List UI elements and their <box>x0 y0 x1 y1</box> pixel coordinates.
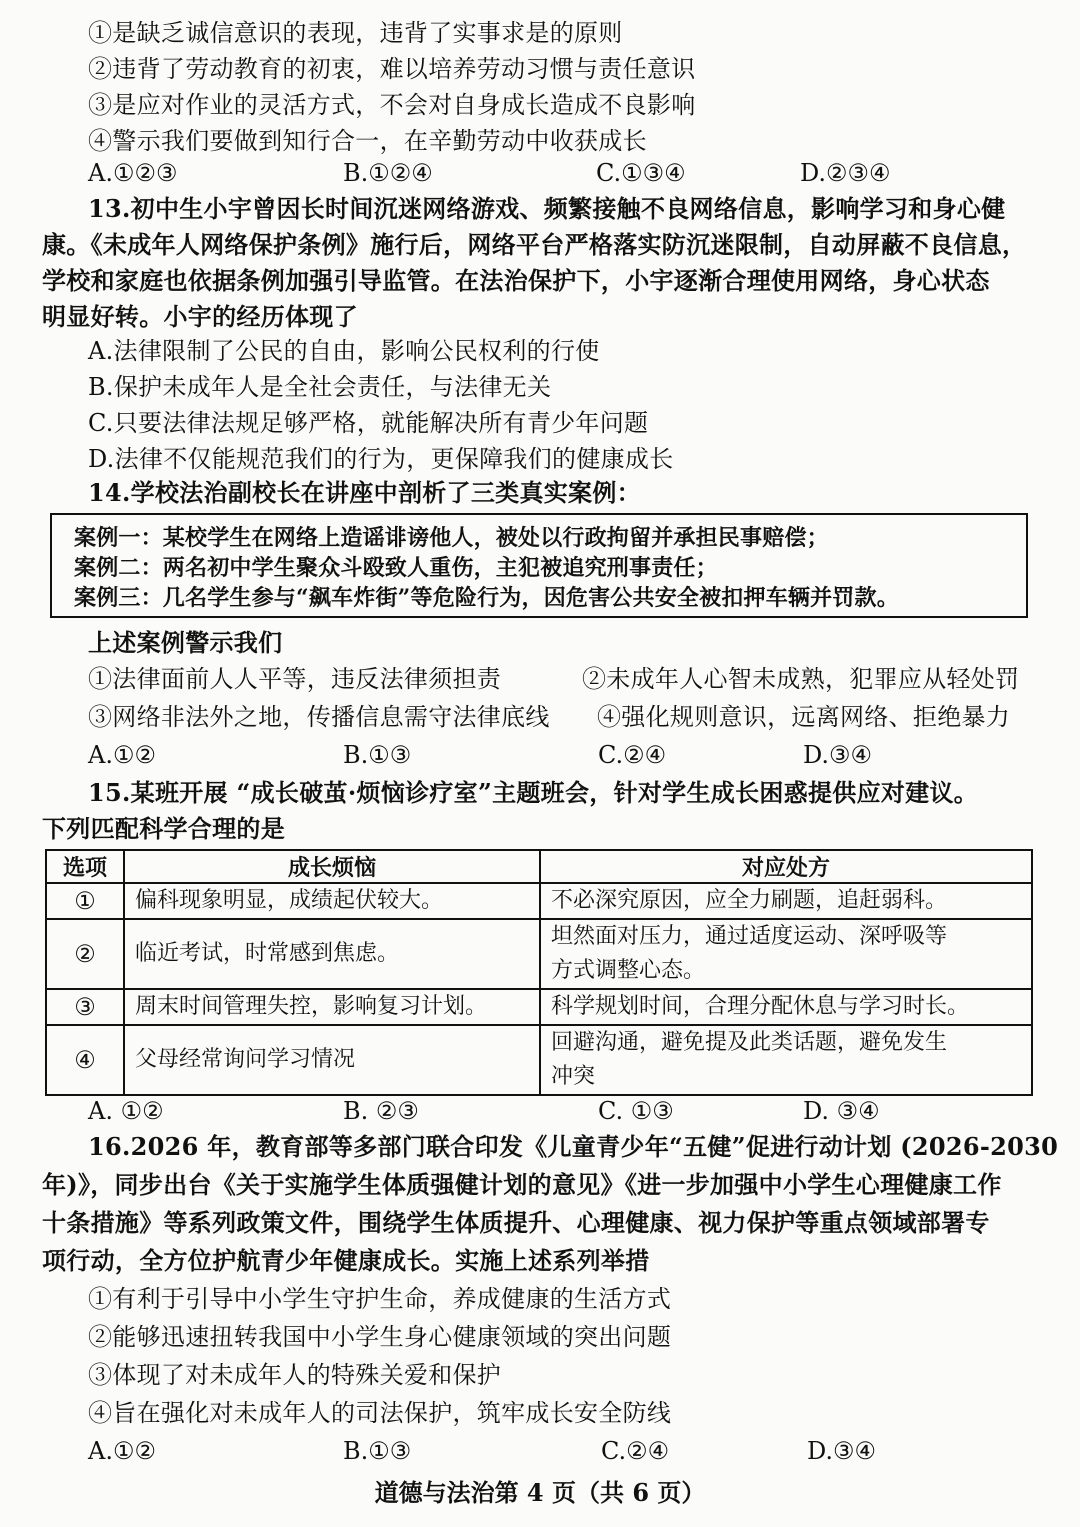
q15-remedy-line: 坦然面对压力，通过适度运动、深呼吸等 <box>551 924 948 949</box>
q15-option-d[interactable]: D. ③④ <box>803 1097 880 1125</box>
q16-stem-line-4: 项行动，全方位护航青少年健康成长。实施上述系列举措 <box>42 1246 650 1275</box>
page-footer: 道德与法治第 4 页（共 6 页） <box>374 1478 706 1507</box>
q16-option-b[interactable]: B.①③ <box>343 1437 412 1465</box>
q14-case-1: 案例一：某校学生在网络上造谣诽谤他人，被处以行政拘留并承担民事赔偿； <box>74 525 829 551</box>
q13-stem-line-1: 13.初中生小宇曾因长时间沉迷网络游戏、频繁接触不良网络信息，影响学习和身心健 <box>88 194 1006 223</box>
table-row <box>46 919 1032 989</box>
q16-item-3: ③体现了对未成年人的特殊关爱和保护 <box>88 1361 502 1389</box>
q12-item-1: ①是缺乏诚信意识的表现，违背了实事求是的原则 <box>88 19 623 47</box>
q14-option-b[interactable]: B.①③ <box>343 741 412 769</box>
q15-option-b[interactable]: B. ②③ <box>343 1097 419 1125</box>
table-row <box>46 883 1032 919</box>
q16-option-c[interactable]: C.②④ <box>601 1437 670 1465</box>
q15-row-trouble: 父母经常询问学习情况 <box>124 1025 540 1095</box>
q16-stem-line-3: 十条措施》等系列政策文件，围绕学生体质提升、心理健康、视力保护等重点领域部署专 <box>42 1208 990 1237</box>
q16-item-1: ①有利于引导中小学生守护生命，养成健康的生活方式 <box>88 1285 672 1313</box>
q16-stem-line-2: 年)》，同步出台《关于实施学生体质强健计划的意见》《进一步加强中小学生心理健康工作 <box>42 1170 1002 1199</box>
q15-row-trouble: 周末时间管理失控，影响复习计划。 <box>124 989 540 1025</box>
q14-item-4: ④强化规则意识，远离网络、拒绝暴力 <box>597 703 1011 731</box>
q15-row-num: ② <box>46 919 124 989</box>
q15-option-a[interactable]: A. ①② <box>88 1097 164 1125</box>
q15-header-option: 选项 <box>46 850 124 883</box>
q15-row-num: ③ <box>46 989 124 1025</box>
q15-row-trouble: 临近考试，时常感到焦虑。 <box>124 919 540 989</box>
q13-option-c[interactable]: C.只要法律法规足够严格，就能解决所有青少年问题 <box>88 409 649 437</box>
q14-case-2: 案例二：两名初中学生聚众斗殴致人重伤，主犯被追究刑事责任； <box>74 555 718 581</box>
q16-option-a[interactable]: A.①② <box>88 1437 156 1465</box>
q12-option-c[interactable]: C.①③④ <box>596 159 686 187</box>
q14-stem: 14.学校法治副校长在讲座中剖析了三类真实案例： <box>88 478 641 507</box>
q13-stem-line-2: 康。《未成年人网络保护条例》施行后，网络平台严格落实防沉迷限制，自动屏蔽不良信息， <box>42 230 1027 259</box>
q12-item-2: ②违背了劳动教育的初衷，难以培养劳动习惯与责任意识 <box>88 55 696 83</box>
q15-stem-line-1: 15.某班开展 “成长破茧·烦恼诊疗室”主题班会，针对学生成长困惑提供应对建议。 <box>88 778 979 807</box>
q15-row-num: ① <box>46 883 124 919</box>
q14-option-c[interactable]: C.②④ <box>598 741 667 769</box>
q16-item-2: ②能够迅速扭转我国中小学生身心健康领域的突出问题 <box>88 1323 672 1351</box>
q14-item-3: ③网络非法外之地，传播信息需守法律底线 <box>88 703 550 731</box>
q15-row-num: ④ <box>46 1025 124 1095</box>
q15-option-c[interactable]: C. ①③ <box>598 1097 674 1125</box>
q15-remedy-line: 科学规划时间，合理分配休息与学习时长。 <box>551 994 970 1019</box>
q14-option-d[interactable]: D.③④ <box>803 741 873 769</box>
q14-lead: 上述案例警示我们 <box>88 628 283 657</box>
q15-row-remedy <box>540 989 1032 1025</box>
q15-header-remedy: 对应处方 <box>540 850 1032 883</box>
table-row <box>46 989 1032 1025</box>
q16-stem-line-1: 16.2026 年，教育部等多部门联合印发《儿童青少年“五健”促进行动计划 (2026-2030 <box>88 1132 1059 1161</box>
q14-case-box <box>50 513 1028 618</box>
q15-row-remedy <box>540 1025 1032 1095</box>
q14-option-a[interactable]: A.①② <box>88 741 156 769</box>
q15-table <box>45 849 1033 1096</box>
q12-option-b[interactable]: B.①②④ <box>343 159 433 187</box>
q13-option-a[interactable]: A.法律限制了公民的自由，影响公民权利的行使 <box>88 337 600 365</box>
q13-option-d[interactable]: D.法律不仅能规范我们的行为，更保障我们的健康成长 <box>88 445 674 473</box>
table-row <box>46 1025 1032 1095</box>
q15-header-trouble: 成长烦恼 <box>124 850 540 883</box>
q15-row-trouble: 偏科现象明显，成绩起伏较大。 <box>124 883 540 919</box>
q13-option-b[interactable]: B.保护未成年人是全社会责任，与法律无关 <box>88 373 552 401</box>
q13-stem-line-4: 明显好转。小宇的经历体现了 <box>42 302 358 331</box>
q15-stem-line-2: 下列匹配科学合理的是 <box>42 814 285 843</box>
q14-item-2: ②未成年人心智未成熟，犯罪应从轻处罚 <box>582 665 1020 693</box>
q12-item-3: ③是应对作业的灵活方式，不会对自身成长造成不良影响 <box>88 91 696 119</box>
q15-row-remedy <box>540 919 1032 989</box>
q16-option-d[interactable]: D.③④ <box>807 1437 877 1465</box>
q15-remedy-line: 冲突 <box>551 1064 596 1089</box>
q12-item-4: ④警示我们要做到知行合一，在辛勤劳动中收获成长 <box>88 127 647 155</box>
q14-item-1: ①法律面前人人平等，违反法律须担责 <box>88 665 502 693</box>
q14-case-3: 案例三：几名学生参与“飙车炸街”等危险行为，因危害公共安全被扣押车辆并罚款。 <box>74 585 899 611</box>
q12-option-a[interactable]: A.①②③ <box>88 159 178 187</box>
q15-table-header <box>46 850 1032 883</box>
q15-remedy-line: 方式调整心态。 <box>551 958 706 983</box>
q13-stem-line-3: 学校和家庭也依据条例加强引导监管。在法治保护下，小宇逐渐合理使用网络，身心状态 <box>42 266 990 295</box>
q15-remedy-line: 不必深究原因，应全力刷题，追赶弱科。 <box>551 888 948 913</box>
q15-row-remedy <box>540 883 1032 919</box>
q16-item-4: ④旨在强化对未成年人的司法保护，筑牢成长安全防线 <box>88 1399 672 1427</box>
q12-option-d[interactable]: D.②③④ <box>800 159 891 187</box>
q15-remedy-line: 回避沟通，避免提及此类话题，避免发生 <box>551 1030 948 1055</box>
